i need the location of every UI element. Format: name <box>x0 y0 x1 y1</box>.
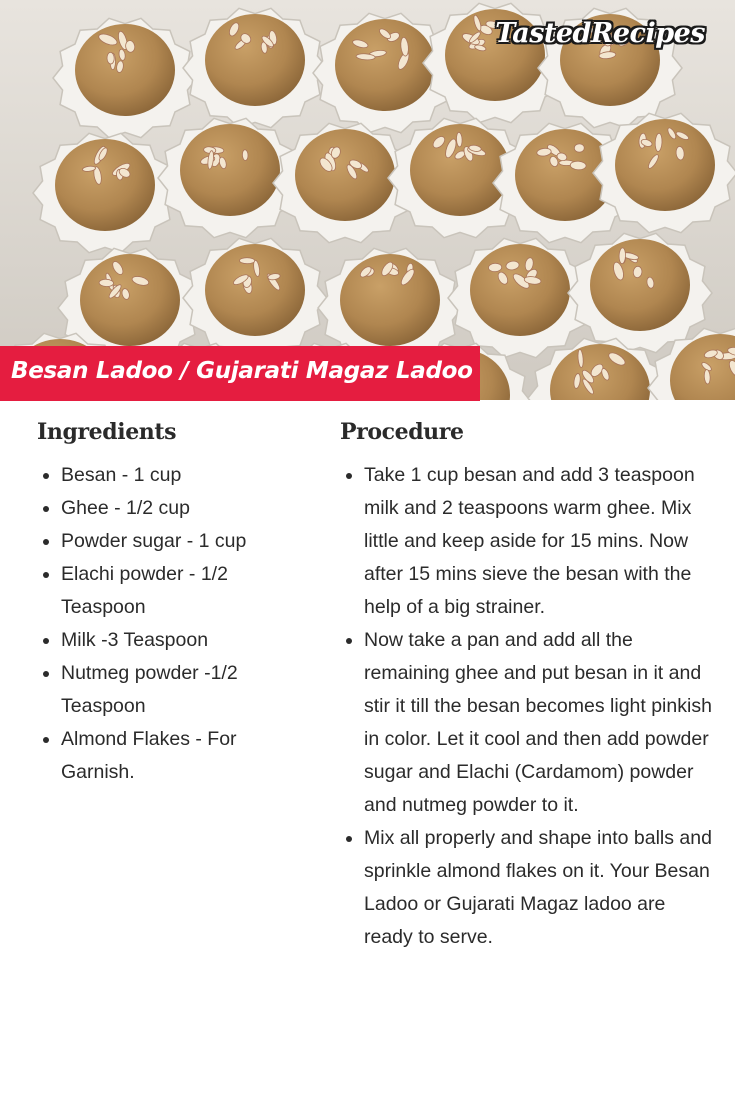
recipe-title-banner <box>0 346 480 401</box>
ladoo-tray-illustration <box>0 0 735 400</box>
brand-logo: TastedRecipes <box>495 18 705 49</box>
ingredient-item: • Nutmeg powder -1/2 Teaspoon <box>61 657 307 723</box>
ingredient-item: • Almond Flakes - For Garnish. <box>61 723 307 789</box>
ingredient-item: • Elachi powder - 1/2 Teaspoon <box>61 558 307 624</box>
ingredients-heading: Ingredients <box>37 419 177 445</box>
procedure-steps-list <box>340 459 712 954</box>
ingredient-item: • Powder sugar - 1 cup <box>61 525 307 558</box>
ingredients-section <box>37 415 307 789</box>
procedure-step: • Mix all properly and shape into balls and sprinkle almond flakes on it. Your Besan Ladoo or Gujarati Magaz ladoo are ready to serve. <box>364 822 712 954</box>
recipe-hero-photo <box>0 0 735 400</box>
procedure-heading: Procedure <box>340 419 464 445</box>
procedure-step: • Take 1 cup besan and add 3 teaspoon milk and 2 teaspoons warm ghee. Mix little and keep aside for 15 mins. Now after 15 mins sieve the besan with the help of a big strainer. <box>364 459 712 624</box>
ingredient-item: • Besan - 1 cup <box>61 459 307 492</box>
ingredients-list <box>37 459 307 789</box>
ingredient-item: • Milk -3 Teaspoon <box>61 624 307 657</box>
recipe-title: Besan Ladoo / Gujarati Magaz Ladoo <box>11 358 473 384</box>
procedure-section <box>340 415 712 954</box>
procedure-step: • Now take a pan and add all the remaining ghee and put besan in it and stir it till the besan becomes light pinkish in color. Let it cool and then add powder sugar and Elachi (Cardamom) powder and nutmeg powder to it. <box>364 624 712 822</box>
ingredient-item: • Ghee - 1/2 cup <box>61 492 307 525</box>
